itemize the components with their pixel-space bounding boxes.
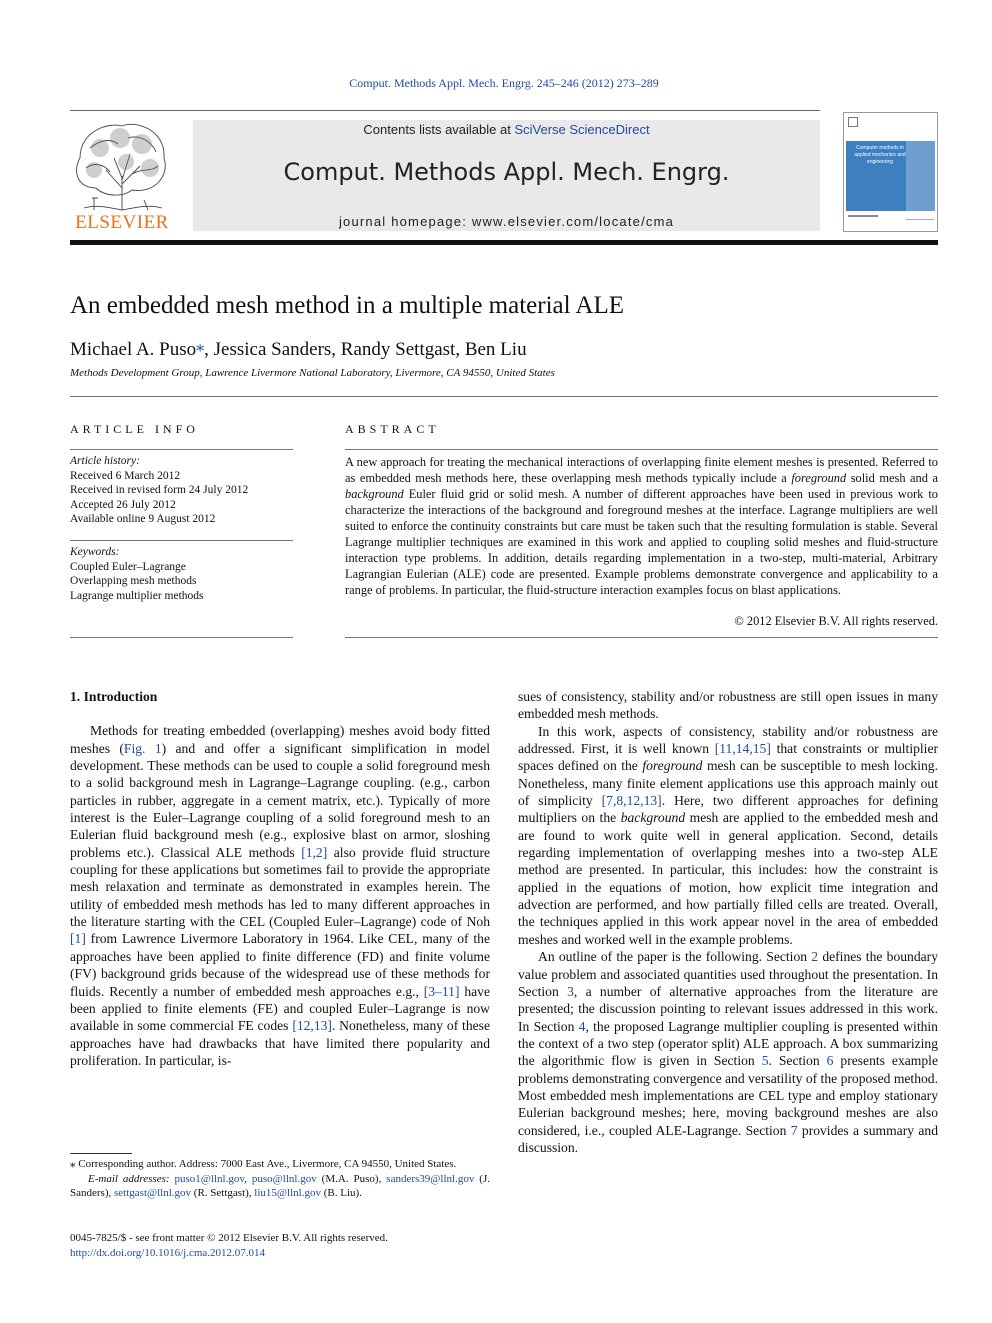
email-link[interactable]: puso1@llnl.gov <box>174 1172 245 1185</box>
text-span: ) and and offer a significant simplification in model development. These methods can be used to couple a solid foreground mesh to a solid background mesh in Lagrange–Lagrange coupling. (e.g., carbon particles in rubber, aggregate in a cement matrix, etc.). Typically of more interest is the Euler–Lagrange coupling of a solid foreground mesh to an Eulerian fluid background mesh (e.g., explosive blast on armor, sloshing problems etc.). Classical ALE methods <box>70 740 490 860</box>
text-span: . Here, two different approaches for defining multipliers on the <box>518 793 938 826</box>
author-list <box>70 336 527 361</box>
article-info-divider <box>70 637 293 638</box>
text-span: Methods for treating embedded (overlapping) meshes avoid body fitted meshes ( <box>70 723 490 756</box>
email-link[interactable]: liu15@llnl.gov <box>254 1187 321 1199</box>
abstract-heading: ABSTRACT <box>345 422 440 436</box>
corresponding-author-mark[interactable]: ⁎ <box>196 338 205 355</box>
text-emphasis: background <box>620 810 686 826</box>
body-paragraph <box>518 723 938 948</box>
doi-link[interactable]: http://dx.doi.org/10.1016/j.cma.2012.07.014 <box>70 1246 266 1259</box>
copyright-notice: © 2012 Elsevier B.V. All rights reserved. <box>734 614 938 628</box>
text-span: presents example problems demonstrating convergence and versatility of the proposed method. Most embedded mesh implementations are CEL type and employ stationary Eulerian background meshes; here, moving background meshes are also considered, i.e., coupled ALE-Lagrange. Section <box>518 1053 938 1138</box>
body-right-column <box>518 688 938 1156</box>
text-span: that constraints or multiplier spaces defined on the <box>518 741 939 774</box>
email-link[interactable]: puso@llnl.gov <box>251 1172 317 1185</box>
reference-link[interactable]: [1,2] <box>301 844 328 860</box>
affiliation: Methods Development Group, Lawrence Livermore National Laboratory, Livermore, CA 94550, United States <box>70 367 555 379</box>
abstract-text <box>345 454 938 598</box>
body-paragraph <box>518 948 938 1156</box>
cover-band-light <box>906 141 935 211</box>
body-left-column <box>70 688 490 1069</box>
footnote-mark: ⁎ <box>70 1158 76 1170</box>
reference-link[interactable]: [11,14,15] <box>714 741 771 757</box>
history-item: Accepted 26 July 2012 <box>70 498 176 511</box>
reference-link[interactable]: [12,13] <box>292 1018 332 1034</box>
article-info-heading: ARTICLE INFO <box>70 422 199 436</box>
history-item: Received in revised form 24 July 2012 <box>70 484 249 496</box>
cover-title: Computer methods in applied mechanics and engineering <box>854 145 906 165</box>
header-thick-divider <box>70 240 938 245</box>
cover-footer-mark <box>848 215 878 217</box>
section-link[interactable]: 6 <box>826 1053 834 1069</box>
cover-footer-mark <box>906 219 934 220</box>
history-item: Received 6 March 2012 <box>70 469 181 482</box>
article-info-divider <box>70 449 293 450</box>
text-span: . Nonetheless, many of these approaches have had drawbacks that have limited there popularity and proliferation. In particular, is- <box>70 1018 490 1068</box>
section-heading: 1. Introduction <box>70 689 158 704</box>
intro-paragraph <box>70 722 490 1069</box>
author-first: Michael A. Puso <box>70 339 197 360</box>
text-span: provides a summary and discussion. <box>518 1122 938 1155</box>
header-divider <box>70 110 820 111</box>
abstract-emphasis: background <box>345 487 404 501</box>
text-span: from Lawrence Livermore Laboratory in 1964. Like CEL, many of the approaches have been applied to finite difference (FD) and finite volume (FV) background grids because of the widespread use of these methods for fluids. Recently a number of embedded mesh approaches e.g., <box>70 931 490 999</box>
keywords <box>70 545 204 603</box>
keywords-label: Keywords: <box>70 546 120 558</box>
section-link[interactable]: 3 <box>567 983 574 999</box>
journal-title: Comput. Methods Appl. Mech. Engrg. <box>283 158 730 186</box>
section-link[interactable]: 5 <box>761 1053 769 1069</box>
email-link[interactable]: settgast@llnl.gov <box>114 1187 192 1199</box>
publisher-wordmark: ELSEVIER <box>75 212 169 233</box>
reference-link[interactable]: [3–11] <box>423 983 460 999</box>
journal-cover-thumbnail <box>843 112 938 232</box>
keyword-item: Overlapping mesh methods <box>70 575 197 587</box>
abstract-span: solid mesh and a <box>846 471 938 485</box>
text-span: have been applied to finite elements (FE) and coupled Euler–Lagrange is now available in some commercial FE codes <box>70 983 490 1034</box>
reference-link[interactable]: [1] <box>70 931 86 947</box>
journal-homepage[interactable]: journal homepage: www.elsevier.com/locate/cma <box>338 214 675 229</box>
section-link[interactable]: 4 <box>578 1018 586 1034</box>
text-span: (B. Liu). <box>320 1187 362 1199</box>
text-span: , <box>244 1172 252 1185</box>
abstract-span: Euler fluid grid or solid mesh. A number of different approaches have been used in previous work to characterize the interactions of the background and foreground meshes at the interface. Lagrange multipliers are well suited to enforce the continuity constraints but care must be taken such that the resulting formulation is stable. Several Lagrange multiplier techniques are examined in this work and applied to coupling solid meshes and fluid-structure interaction type problems. In addition, details regarding implementation in a two-step, multi-material, Arbitrary Lagrangian Eulerian (ALE) code are presented. Example problems demonstrate convergence and applicability to a range of problems. In particular, the fluid-structure interaction examples focus on blast applications. <box>345 487 938 597</box>
text-span: mesh are applied to the embedded mesh and are found to work quite well in general application. Second, details regarding implementation of overlapping meshes into a two-step ALE method are presented. In particular, this includes: how the constraint is applied in the equations of motion, how explicit time integration and advection are performed, and how partially filled cells are treated. Overall, the techniques applied in this work appear novel in the area of embedded meshes and worked well in the example problems. <box>518 810 938 947</box>
abstract-emphasis: foreground <box>791 471 847 485</box>
title-divider <box>70 396 938 397</box>
cover-logo-icon <box>848 117 858 127</box>
text-span: (J. Sanders), <box>70 1172 490 1199</box>
abstract-divider <box>345 449 938 450</box>
text-span: In this work, aspects of consistency, stability and/or robustness are addressed. First, it is well known <box>518 723 938 757</box>
abstract-divider <box>345 637 938 638</box>
journal-citation[interactable]: Comput. Methods Appl. Mech. Engrg. 245–246 (2012) 273–289 <box>349 76 659 90</box>
history-item: Available online 9 August 2012 <box>70 513 216 525</box>
keyword-item: Lagrange multiplier methods <box>70 589 204 602</box>
paragraph-continuation: sues of consistency, stability and/or robustness are still open issues in many embedded mesh methods. <box>518 689 938 722</box>
figure-link[interactable]: Fig. 1 <box>123 740 162 756</box>
corresponding-text: Corresponding author. Address: 7000 East Ave., Livermore, CA 94550, United States. <box>75 1158 457 1170</box>
text-span: defines the boundary value problem and associated quantities used throughout the presentation. In Section <box>518 949 938 999</box>
text-span: . Section <box>768 1053 827 1069</box>
sciencedirect-link[interactable]: SciVerse ScienceDirect <box>514 122 650 137</box>
section-link[interactable]: 7 <box>790 1122 798 1138</box>
text-span: also provide fluid structure coupling for these applications but sometimes fail to provide the appropriate mesh relaxation and terminate as demonstrated in examples herein. The utility of embedded mesh methods has led to many different approaches in the literature starting with the CEL (Coupled Euler–Lagrange) code of Noh <box>70 844 490 930</box>
footnote <box>70 1157 490 1201</box>
text-emphasis: foreground <box>642 758 703 774</box>
article-history <box>70 454 248 527</box>
footnote-divider <box>70 1153 132 1154</box>
reference-link[interactable]: [7,8,12,13] <box>601 793 662 809</box>
abstract-span: A new approach for treating the mechanical interactions of overlapping finite element meshes is presented. Referred to as embedded mesh methods here, these overlapping mesh methods typically include a <box>345 455 938 485</box>
text-span: , a number of alternative approaches from the literature are presented; the discussion pointing to relevant issues addressed in this work. In Section <box>518 983 938 1034</box>
article-info-divider <box>70 540 293 541</box>
text-span: , the proposed Lagrange multiplier coupling is presented within the context of a two step (operator split) ALE approach. A box summarizing the algorithmic flow is given in Section <box>518 1018 938 1069</box>
article-title: An embedded mesh method in a multiple material ALE <box>70 292 625 319</box>
contents-availability <box>193 122 820 137</box>
issn-line: 0045-7825/$ - see front matter © 2012 Elsevier B.V. All rights reserved. <box>70 1232 388 1244</box>
text-span: An outline of the paper is the following. Section <box>538 949 812 965</box>
email-link[interactable]: sanders39@llnl.gov <box>386 1172 475 1185</box>
front-matter <box>70 1231 388 1260</box>
email-label: E-mail addresses: <box>88 1172 170 1185</box>
history-label: Article history: <box>70 455 140 467</box>
section-link[interactable]: 2 <box>811 949 819 965</box>
contents-prefix: Contents lists available at <box>363 122 515 137</box>
authors-rest: , Jessica Sanders, Randy Settgast, Ben Liu <box>204 339 527 360</box>
email-note <box>70 1172 490 1201</box>
keyword-item: Coupled Euler–Lagrange <box>70 560 186 573</box>
text-span: (R. Settgast), <box>191 1187 255 1199</box>
text-span: (M.A. Puso), <box>316 1172 387 1185</box>
corresponding-note <box>70 1157 490 1172</box>
text-span: mesh can be susceptible to mesh locking. Nonetheless, many finite element applications use this approach mainly out of simplicity <box>518 758 938 809</box>
